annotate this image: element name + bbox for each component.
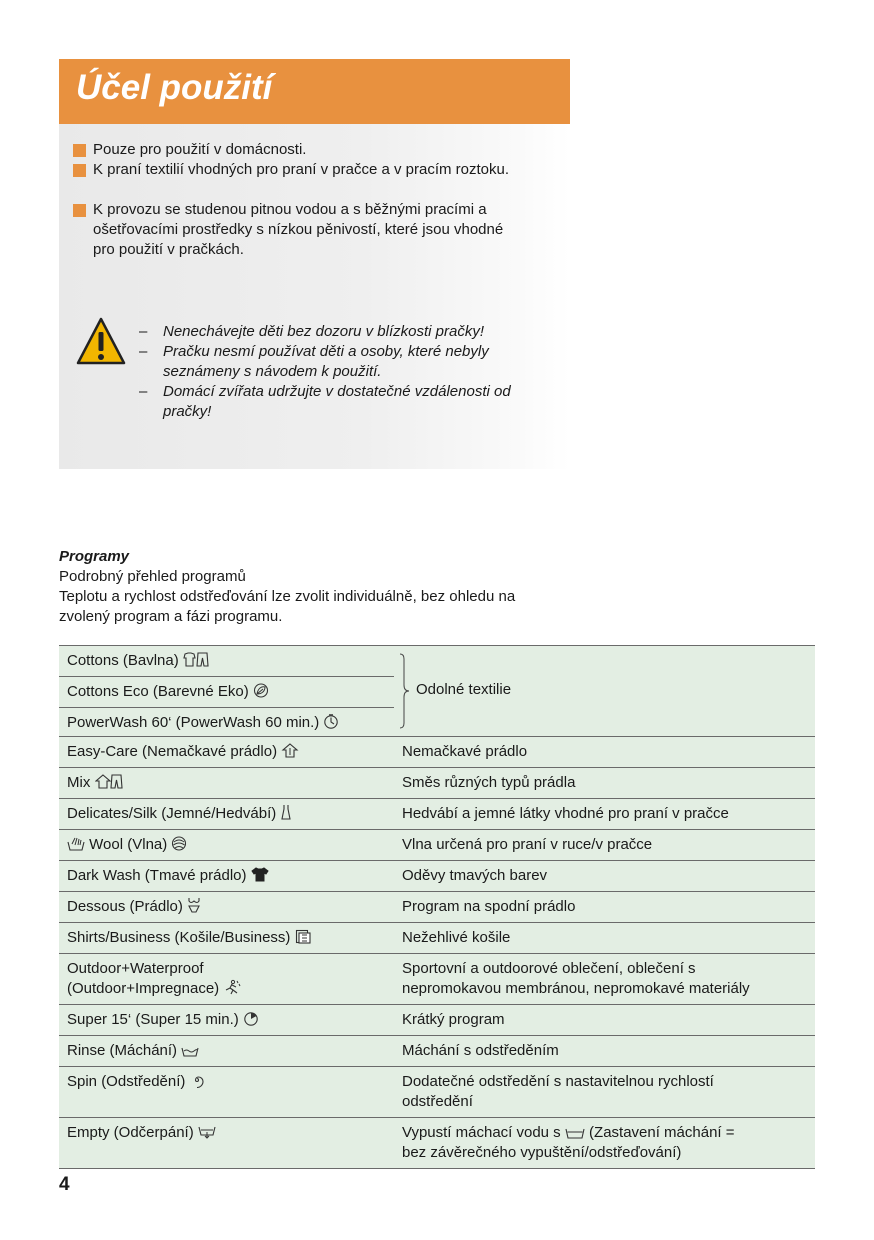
programs-subheading: Podrobný přehled programů [59, 568, 246, 585]
program-row [59, 860, 815, 891]
group-brace-icon [398, 653, 412, 729]
program-row [59, 891, 815, 922]
program-description: Program na spodní prádlo [402, 898, 576, 915]
usage-bullet: K praní textilií vhodných pro praní v pračce a v pracím roztoku. [73, 160, 563, 180]
program-name: Spin (Odstředění) [59, 1067, 394, 1117]
warning-triangle-icon [76, 317, 126, 365]
usage-bullet: K provozu se studenou pitnou vodou a s běžnými pracími a ošetřovacími prostředky s nízkou pěnivostí, které jsou vhodné pro použití v pračkách. [73, 200, 563, 260]
easy-care-shirt-icon [281, 743, 299, 758]
program-name: Wool (Vlna) [59, 830, 394, 860]
bullet-square-icon [73, 204, 86, 217]
program-description: Dodatečné odstředění s nastavitelnou rychlostí odstředění [402, 1073, 714, 1110]
program-name: Super 15‘ (Super 15 min.) [59, 1005, 394, 1035]
program-row [59, 1066, 815, 1117]
program-row [59, 1035, 815, 1066]
program-row [59, 798, 815, 829]
program-description: Oděvy tmavých barev [402, 867, 548, 884]
page-title: Účel použití [76, 68, 273, 107]
drain-icon [198, 1125, 216, 1139]
program-description: Odolné textilie [416, 681, 512, 698]
program-name: Shirts/Business (Košile/Business) [59, 923, 394, 953]
cotton-icon [183, 652, 209, 667]
program-description: Nežehlivé košile [402, 929, 511, 946]
page-number: 4 [59, 1174, 70, 1195]
program-name: Dark Wash (Tmavé prádlo) [59, 861, 394, 891]
program-row [59, 922, 815, 953]
dress-icon [280, 804, 292, 820]
programs-table [59, 645, 815, 1169]
lingerie-icon [187, 897, 201, 913]
program-name: Mix [59, 768, 394, 798]
program-name: Delicates/Silk (Jemné/Hedvábí) [59, 799, 394, 829]
program-row [59, 736, 815, 767]
warning-list [139, 322, 559, 422]
programs-intro [59, 547, 579, 627]
program-name: Empty (Odčerpání) [59, 1118, 394, 1168]
program-description: Směs různých typů prádla [402, 774, 576, 791]
section-header [59, 59, 570, 124]
outdoor-icon [223, 979, 241, 995]
program-description: Nemačkavé prádlo [402, 743, 528, 760]
warning-item: – Domácí zvířata udržujte v dostatečné vzdálenosti od pračky! [139, 383, 511, 420]
warning-item: – Pračku nesmí používat děti a osoby, které nebyly seznámeny s návodem k použití. [139, 343, 489, 380]
wool-icon [171, 836, 187, 851]
rinse-hold-icon [565, 1127, 585, 1139]
warning-item: – Nenechávejte děti bez dozoru v blízkosti pračky! [139, 323, 484, 340]
timer-icon [243, 1011, 259, 1026]
spin-icon [190, 1074, 204, 1088]
program-name: Easy-Care (Nemačkavé prádlo) [59, 737, 394, 767]
program-name: PowerWash 60‘ (PowerWash 60 min.) [59, 708, 402, 738]
program-row [59, 953, 815, 1004]
clock-icon [323, 714, 339, 729]
program-description: Sportovní a outdoorové oblečení, oblečení s nepromokavou membránou, nepromokavé materiály [402, 960, 750, 997]
eco-leaf-icon [253, 683, 269, 698]
shirt-icon [295, 929, 311, 944]
program-row [59, 1004, 815, 1035]
program-row [59, 1117, 815, 1168]
hand-wash-icon [67, 836, 85, 851]
programs-text: Teplotu a rychlost odstřeďování lze zvolit individuálně, bez ohledu na zvolený program a fázi programu. [59, 588, 516, 625]
program-description: Krátký program [402, 1011, 505, 1028]
program-name: Rinse (Máchání) [59, 1036, 394, 1066]
program-description: Vlna určená pro praní v ruce/v pračce [402, 836, 653, 853]
usage-bullet: Pouze pro použití v domácnosti. [73, 140, 563, 160]
program-description: Hedvábí a jemné látky vhodné pro praní v pračce [402, 805, 729, 822]
dark-shirt-icon [251, 867, 269, 882]
programs-heading: Programy [59, 548, 130, 565]
program-description: Máchání s odstředěním [402, 1042, 559, 1059]
program-name: Cottons (Bavlna) [59, 646, 402, 676]
program-group-robust [59, 645, 815, 736]
bullet-square-icon [73, 164, 86, 177]
usage-info-box [59, 124, 570, 469]
program-name: Cottons Eco (Barevné Eko) [59, 677, 402, 707]
bullet-square-icon [73, 144, 86, 157]
program-description: Vypustí máchací vodu s (Zastavení máchání = bez závěrečného vypuštění/odstřeďování) [402, 1124, 735, 1161]
program-name: Dessous (Prádlo) [59, 892, 394, 922]
program-name: Outdoor+Waterproof (Outdoor+Impregnace) [59, 954, 394, 1004]
program-row [59, 829, 815, 860]
mix-icon [95, 774, 123, 789]
program-row [59, 767, 815, 798]
rinse-icon [181, 1045, 199, 1057]
